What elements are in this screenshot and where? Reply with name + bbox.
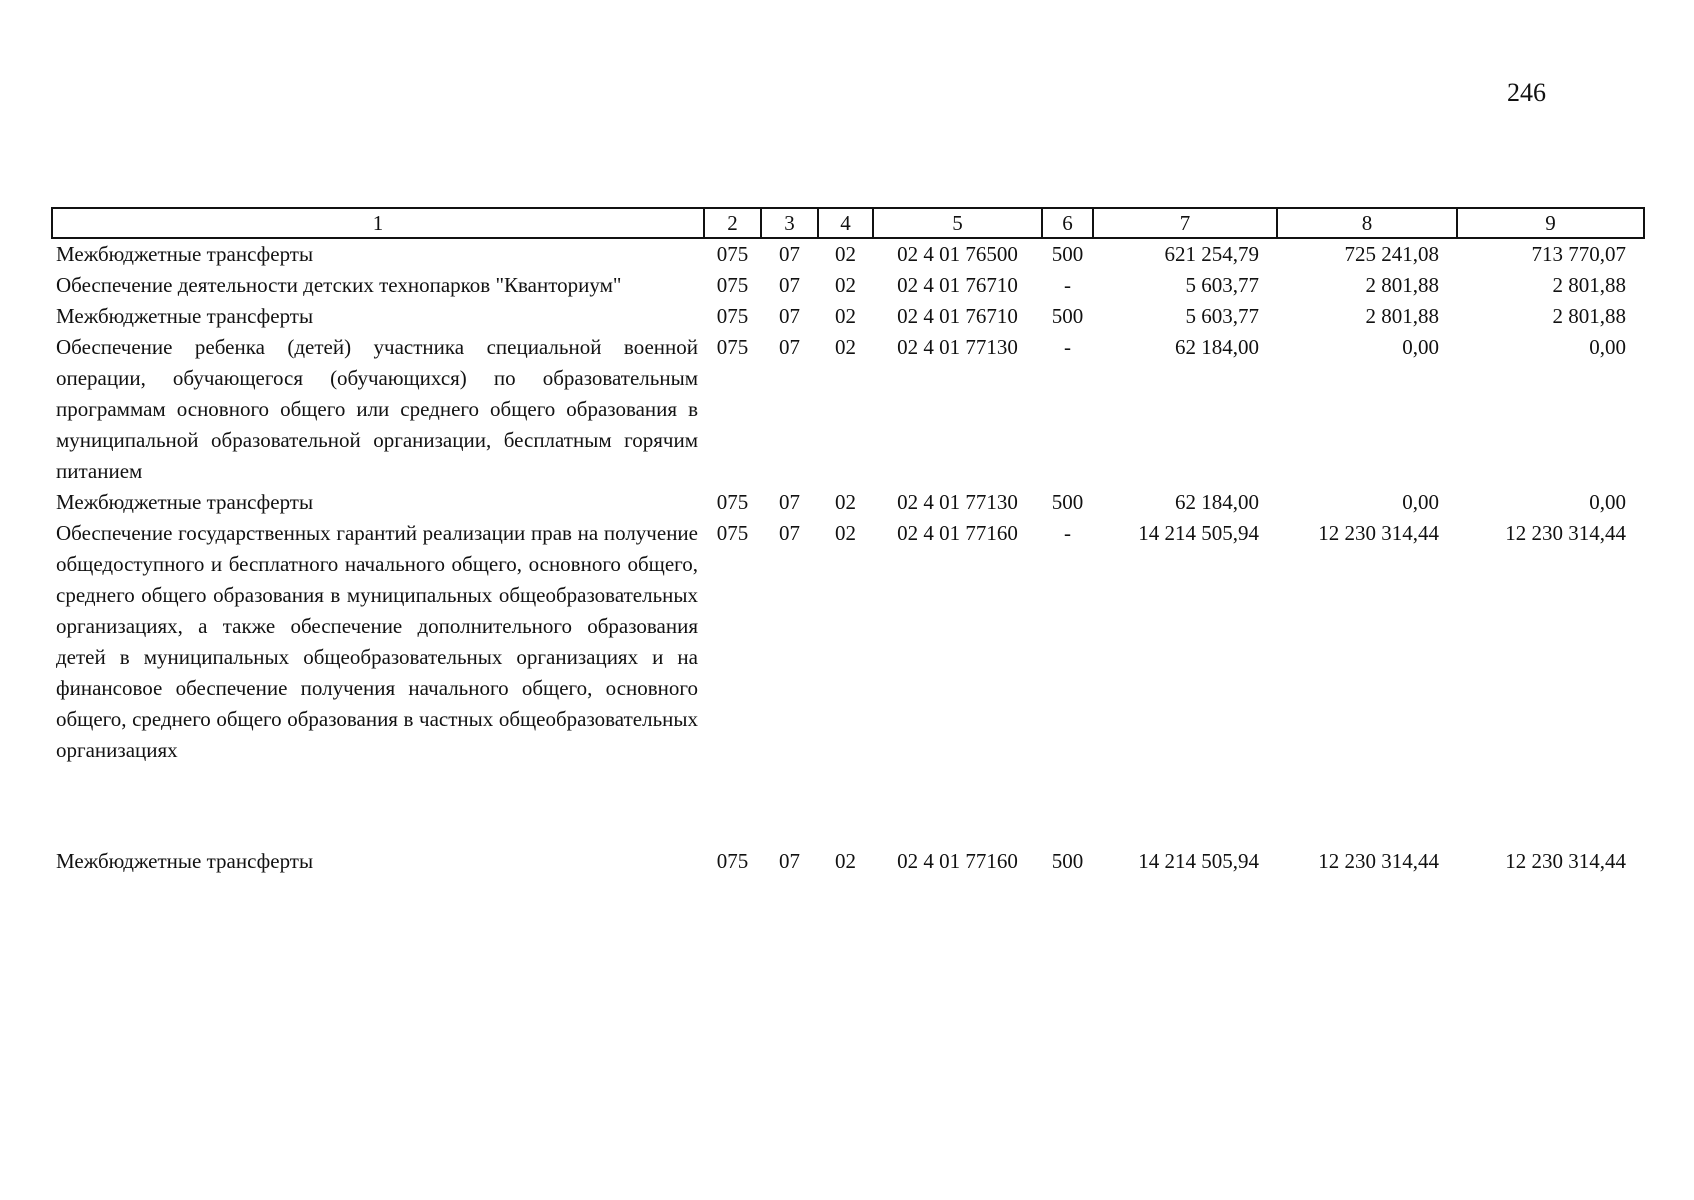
row-code-3: 07	[779, 304, 800, 328]
row-code-6: 500	[1051, 849, 1084, 873]
row-code-6: 500	[1051, 304, 1084, 328]
column-header-5: 5	[873, 208, 1042, 238]
row-amount-9: 0,00	[1589, 335, 1626, 359]
row-code-6: -	[1064, 521, 1071, 545]
row-code-3: 07	[779, 849, 800, 873]
table-row	[52, 270, 1644, 301]
column-header-9: 9	[1457, 208, 1644, 238]
row-amount-7: 62 184,00	[1175, 490, 1259, 514]
row-code-4: 02	[835, 849, 856, 873]
row-amount-7: 14 214 505,94	[1138, 521, 1259, 545]
row-code-3: 07	[779, 521, 800, 545]
row-amount-7: 5 603,77	[1185, 304, 1259, 328]
row-code-5: 02 4 01 76710	[897, 273, 1018, 297]
row-code-5: 02 4 01 77160	[897, 521, 1018, 545]
row-amount-7: 62 184,00	[1175, 335, 1259, 359]
row-code-2: 075	[716, 490, 749, 514]
row-code-4: 02	[835, 490, 856, 514]
row-code-3: 07	[779, 490, 800, 514]
column-header-4: 4	[818, 208, 873, 238]
row-code-6: 500	[1051, 242, 1084, 266]
row-code-4: 02	[835, 242, 856, 266]
row-code-2: 075	[716, 273, 749, 297]
row-code-4: 02	[835, 304, 856, 328]
spacer-cell	[52, 766, 1644, 846]
table-row	[52, 332, 1644, 487]
page-number: 246	[1507, 78, 1546, 107]
table-row	[52, 846, 1644, 877]
row-code-5: 02 4 01 77130	[897, 490, 1018, 514]
table-row	[52, 301, 1644, 332]
row-code-3: 07	[779, 242, 800, 266]
row-code-5: 02 4 01 77130	[897, 335, 1018, 359]
row-code-5: 02 4 01 76500	[897, 242, 1018, 266]
row-name: Межбюджетные трансферты	[56, 490, 314, 514]
row-code-2: 075	[716, 335, 749, 359]
row-name: Межбюджетные трансферты	[56, 242, 314, 266]
row-amount-9: 713 770,07	[1531, 242, 1626, 266]
row-code-3: 07	[779, 335, 800, 359]
column-header-8: 8	[1277, 208, 1457, 238]
row-code-2: 075	[716, 242, 749, 266]
row-code-5: 02 4 01 76710	[897, 304, 1018, 328]
table-row	[52, 487, 1644, 518]
column-header-2: 2	[704, 208, 761, 238]
row-amount-7: 5 603,77	[1185, 273, 1259, 297]
row-name: Обеспечение государственных гарантий реализации прав на получение общедоступного и бесплатного начального общего, основного общего, среднего общего образования в муниципальных общеобразовательных организациях, а также обеспечение дополнительного образования детей в муниципальных общеобразовательных организациях и на финансовое обеспечение получения начального общего, основного общего, среднего общего образования в частных общеобразовательных организациях	[56, 521, 698, 762]
row-amount-8: 725 241,08	[1344, 242, 1439, 266]
row-code-2: 075	[716, 304, 749, 328]
row-amount-8: 12 230 314,44	[1318, 521, 1439, 545]
row-amount-9: 12 230 314,44	[1505, 849, 1626, 873]
row-code-5: 02 4 01 77160	[897, 849, 1018, 873]
column-header-7: 7	[1093, 208, 1277, 238]
table-row	[52, 518, 1644, 766]
row-amount-7: 14 214 505,94	[1138, 849, 1259, 873]
row-code-4: 02	[835, 521, 856, 545]
row-name: Межбюджетные трансферты	[56, 849, 314, 873]
row-code-2: 075	[716, 521, 749, 545]
row-code-3: 07	[779, 273, 800, 297]
row-code-6: -	[1064, 335, 1071, 359]
row-amount-8: 2 801,88	[1365, 304, 1439, 328]
row-code-2: 075	[716, 849, 749, 873]
row-name: Обеспечение ребенка (детей) участника специальной военной операции, обучающегося (обучающихся) по образовательным программам основного общего или среднего общего образования в муниципальной образовательной организации, бесплатным горячим питанием	[56, 335, 698, 483]
row-amount-8: 0,00	[1402, 490, 1439, 514]
column-header-6: 6	[1042, 208, 1093, 238]
row-name: Обеспечение деятельности детских технопарков "Кванториум"	[56, 273, 622, 297]
row-name: Межбюджетные трансферты	[56, 304, 314, 328]
row-amount-9: 0,00	[1589, 490, 1626, 514]
row-amount-9: 2 801,88	[1552, 273, 1626, 297]
column-header-1: 1	[52, 208, 704, 238]
row-amount-8: 2 801,88	[1365, 273, 1439, 297]
row-amount-9: 12 230 314,44	[1505, 521, 1626, 545]
table-header-row	[52, 208, 1644, 238]
row-code-4: 02	[835, 273, 856, 297]
budget-table	[51, 207, 1645, 877]
row-amount-9: 2 801,88	[1552, 304, 1626, 328]
row-code-6: 500	[1051, 490, 1084, 514]
row-code-6: -	[1064, 273, 1071, 297]
row-amount-8: 12 230 314,44	[1318, 849, 1439, 873]
table-row	[52, 238, 1644, 270]
row-amount-8: 0,00	[1402, 335, 1439, 359]
row-code-4: 02	[835, 335, 856, 359]
row-amount-7: 621 254,79	[1164, 242, 1259, 266]
column-header-3: 3	[761, 208, 818, 238]
table-spacer-row	[52, 766, 1644, 846]
